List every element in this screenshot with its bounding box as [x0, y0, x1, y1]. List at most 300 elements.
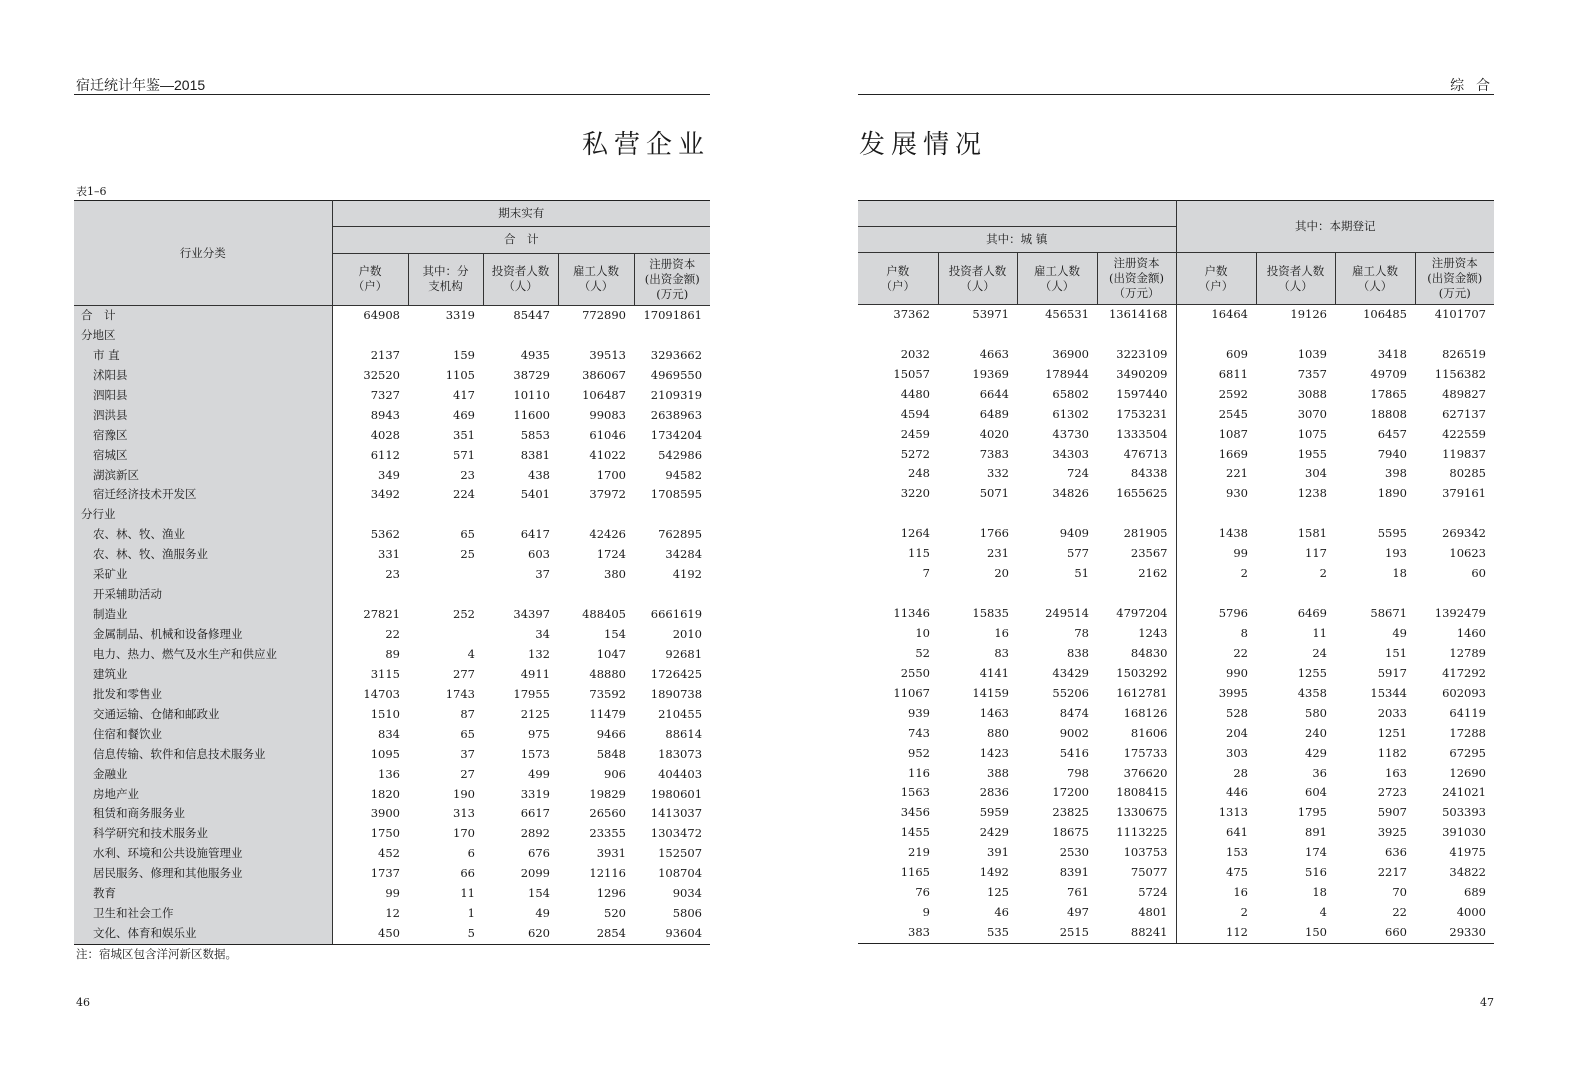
table-cell: 1753231 [1097, 405, 1176, 425]
table-cell: 3492 [370, 487, 400, 502]
table-cell: 2550 [900, 665, 930, 680]
table-row [858, 644, 1494, 664]
table-row [74, 725, 710, 745]
table-cell: 46 [994, 905, 1009, 920]
table-cell: 3319 [520, 786, 550, 801]
table-cell: 2515 [1017, 923, 1097, 943]
table-cell: 20 [994, 566, 1009, 581]
table-cell: 2125 [520, 706, 550, 721]
table-cell: 2033 [1377, 705, 1407, 720]
column-header: 注册资本 (出资金额) (万元) [634, 253, 710, 306]
table-cell: 34826 [1052, 486, 1089, 501]
table-cell: 798 [1067, 765, 1089, 780]
table-cell: 417292 [1442, 665, 1486, 680]
table-row [858, 305, 1494, 325]
table-cell: 99083 [589, 407, 626, 422]
table-cell: 542986 [658, 447, 703, 462]
table-cell [1176, 325, 1256, 345]
table-cell: 1463 [979, 705, 1009, 720]
table-cell: 8943 [370, 407, 400, 422]
table-cell: 106487 [582, 387, 626, 402]
table-cell: 2109319 [650, 387, 703, 402]
row-label: 水利、环境和公共设施管理业 [74, 844, 332, 864]
table-cell: 193 [1385, 546, 1407, 561]
table-row [858, 843, 1494, 863]
table-cell: 609 [1226, 346, 1248, 361]
table-cell: 304 [1305, 466, 1327, 481]
row-label: 金属制品、机械和设备修理业 [74, 625, 332, 645]
table-cell: 1303472 [650, 826, 703, 841]
table-cell: 1795 [1297, 805, 1327, 820]
table-cell: 8474 [1059, 705, 1089, 720]
column-header: 雇工人数 （人） [1017, 253, 1097, 305]
table-cell: 1 [467, 906, 475, 921]
row-label: 市 直 [74, 346, 332, 366]
table-cell: 154 [604, 627, 626, 641]
table-cell [408, 505, 483, 525]
table-cell: 6644 [979, 386, 1009, 401]
table-row [858, 564, 1494, 584]
table-cell: 49709 [1370, 366, 1407, 381]
table-cell: 604 [1305, 785, 1327, 800]
table-cell: 6469 [1297, 606, 1327, 621]
table-cell: 516 [1305, 865, 1327, 880]
table-cell: 2 [1240, 566, 1248, 581]
table-cell: 52 [915, 645, 930, 660]
table-cell: 18 [1312, 885, 1327, 900]
column-header: 注册资本 (出资金额) （万元） [1097, 253, 1176, 305]
table-cell: 3995 [1218, 685, 1248, 700]
table-cell [938, 325, 1017, 345]
table-cell: 5416 [1059, 745, 1089, 760]
table-cell: 2217 [1377, 865, 1407, 880]
table-row [858, 544, 1494, 564]
table-cell: 743 [908, 725, 930, 740]
data-table-left [74, 200, 710, 945]
table-cell: 60 [1471, 566, 1486, 581]
table-cell: 1597440 [1097, 385, 1176, 405]
table-cell: 1890 [1377, 486, 1407, 501]
table-row [858, 764, 1494, 784]
table-cell: 1581 [1297, 526, 1327, 541]
table-cell: 117 [1305, 546, 1327, 561]
row-label: 农、林、牧、渔服务业 [74, 545, 332, 565]
table-cell: 761 [1067, 885, 1089, 900]
table-row [74, 765, 710, 785]
table-cell: 26560 [589, 806, 626, 821]
table-cell: 975 [528, 726, 550, 741]
table-row [74, 645, 710, 665]
table-cell: 15057 [893, 366, 930, 381]
table-cell: 88241 [1097, 923, 1176, 943]
table-cell: 25 [460, 547, 475, 562]
table-cell: 125 [987, 885, 1009, 900]
table-row [858, 704, 1494, 724]
table-row [74, 505, 710, 525]
table-row [858, 903, 1494, 923]
table-row [74, 785, 710, 805]
table-cell: 210455 [658, 706, 703, 721]
table-cell: 535 [938, 923, 1017, 943]
table-cell: 116 [908, 765, 930, 780]
table-cell: 58671 [1370, 606, 1407, 621]
table-cell: 55206 [1052, 685, 1089, 700]
table-cell: 10 [915, 625, 930, 640]
table-cell: 1156382 [1434, 366, 1486, 381]
table-cell: 65 [460, 527, 475, 542]
table-cell: 5796 [1218, 606, 1248, 621]
row-label: 采矿业 [74, 565, 332, 585]
table-cell: 22 [385, 627, 400, 641]
table-cell: 1243 [1097, 624, 1176, 644]
table-cell: 10623 [1449, 546, 1486, 561]
table-cell: 3925 [1377, 825, 1407, 840]
footnote: 注：宿城区包含洋河新区数据。 [76, 947, 237, 961]
table-row [858, 863, 1494, 883]
table-cell: 17865 [1370, 386, 1407, 401]
table-row [74, 625, 710, 645]
table-cell: 75077 [1097, 863, 1176, 883]
table-cell: 528 [1226, 705, 1248, 720]
table-cell: 85447 [513, 308, 550, 322]
table-cell: 36900 [1052, 346, 1089, 361]
table-row [74, 864, 710, 884]
table-cell: 4797204 [1097, 604, 1176, 624]
table-cell: 28 [1233, 765, 1248, 780]
table-cell: 65802 [1052, 386, 1089, 401]
table-cell: 9466 [596, 726, 626, 741]
table-cell: 1330675 [1097, 803, 1176, 823]
table-cell: 1655625 [1097, 484, 1176, 504]
table-cell: 2010 [672, 627, 703, 641]
table-cell: 475 [1226, 865, 1248, 880]
table-cell: 2429 [979, 825, 1009, 840]
table-cell: 1413037 [650, 806, 703, 821]
table-cell: 64119 [1449, 705, 1486, 720]
table-row [74, 446, 710, 466]
table-cell: 49 [1392, 625, 1407, 640]
table-cell: 23 [460, 467, 475, 482]
table-row [858, 684, 1494, 704]
table-cell: 23 [385, 567, 400, 582]
table-cell: 1113225 [1097, 823, 1176, 843]
table-row [74, 924, 710, 944]
table-cell: 1612781 [1097, 684, 1176, 704]
table-cell [1176, 584, 1256, 604]
table-cell: 224 [453, 487, 475, 502]
table-cell: 11346 [893, 606, 930, 621]
table-cell: 1105 [445, 367, 475, 382]
row-label: 建筑业 [74, 665, 332, 685]
table-cell: 106485 [1363, 307, 1407, 321]
row-label: 信息传输、软件和信息技术服务业 [74, 745, 332, 765]
table-cell: 174 [1305, 845, 1327, 860]
table-cell [1415, 504, 1494, 524]
table-cell [858, 325, 938, 345]
table-cell: 1423 [979, 745, 1009, 760]
table-cell: 1255 [1297, 665, 1327, 680]
table-cell: 4801 [1097, 903, 1176, 923]
table-cell: 37 [460, 746, 475, 761]
table-cell: 51 [1074, 566, 1089, 581]
table-cell: 281905 [1097, 524, 1176, 544]
table-cell: 16 [994, 625, 1009, 640]
table-cell: 29330 [1415, 923, 1494, 943]
table-row [858, 385, 1494, 405]
table-row [74, 804, 710, 824]
table-cell: 313 [453, 806, 475, 821]
row-label: 泗阳县 [74, 386, 332, 406]
table-cell: 3115 [370, 666, 400, 681]
table-cell: 92681 [665, 646, 703, 661]
row-label: 沭阳县 [74, 366, 332, 386]
row-label: 合 计 [74, 306, 332, 326]
table-cell: 8 [1240, 625, 1248, 640]
table-cell: 38729 [513, 367, 550, 382]
column-header: 雇工人数 （人） [558, 253, 634, 306]
group-header-blank [858, 201, 1176, 227]
table-cell: 248 [908, 466, 930, 481]
table-cell: 1455 [900, 825, 930, 840]
table-cell: 8381 [520, 447, 550, 462]
table-cell: 136 [378, 766, 400, 781]
table-cell: 660 [1335, 923, 1415, 943]
table-cell: 1734204 [650, 427, 703, 442]
table-cell: 1563 [900, 785, 930, 800]
table-row [858, 923, 1494, 943]
table-cell: 13614168 [1097, 305, 1176, 325]
running-header-left: 宿迁统计年鉴—2015 [76, 77, 206, 93]
table-cell: 1438 [1218, 526, 1248, 541]
table-cell: 11479 [589, 706, 626, 721]
page-title-left: 私营企业 [581, 130, 710, 160]
row-label: 住宿和餐饮业 [74, 725, 332, 745]
table-cell: 23355 [589, 826, 626, 841]
table-cell: 880 [987, 725, 1009, 740]
row-label: 湖滨新区 [74, 466, 332, 486]
table-cell: 9 [922, 905, 930, 920]
row-label: 电力、热力、燃气及水生产和供应业 [74, 645, 332, 665]
table-row [858, 405, 1494, 425]
table-cell: 163 [1385, 765, 1407, 780]
table-row [858, 484, 1494, 504]
table-row [858, 345, 1494, 365]
table-cell: 391030 [1442, 825, 1486, 840]
table-cell: 6417 [520, 527, 550, 542]
column-header: 投资者人数 （人） [1256, 253, 1335, 305]
table-row [74, 525, 710, 545]
table-cell: 1264 [900, 526, 930, 541]
table-cell: 48880 [589, 666, 626, 681]
table-cell: 9002 [1059, 725, 1089, 740]
table-cell: 27 [460, 766, 475, 781]
table-cell: 383 [858, 923, 938, 943]
table-cell: 906 [604, 766, 626, 781]
table-cell: 627137 [1442, 406, 1486, 421]
table-cell: 772890 [582, 308, 626, 322]
row-label: 泗洪县 [74, 406, 332, 426]
table-cell: 88614 [665, 726, 703, 741]
table-cell: 398 [1385, 466, 1407, 481]
table-cell: 689 [1464, 885, 1486, 900]
table-cell: 5959 [979, 805, 1009, 820]
table-row [858, 365, 1494, 385]
table-cell: 53971 [972, 307, 1009, 321]
table-row [74, 426, 710, 446]
table-cell: 7940 [1377, 446, 1407, 461]
table-cell: 5806 [672, 906, 703, 921]
table-cell [332, 505, 408, 525]
table-cell: 152507 [658, 846, 703, 861]
table-cell: 452 [378, 846, 400, 861]
table-row [74, 904, 710, 924]
table-cell [408, 565, 483, 585]
table-cell: 620 [483, 924, 558, 944]
table-cell: 1808415 [1097, 783, 1176, 803]
table-cell: 87 [460, 706, 475, 721]
table-cell [1097, 325, 1176, 345]
table-cell [1256, 504, 1335, 524]
table-cell: 22 [1233, 645, 1248, 660]
table-cell: 2032 [900, 346, 930, 361]
table-cell: 1087 [1218, 426, 1248, 441]
table-cell: 1737 [370, 866, 400, 881]
table-row [74, 485, 710, 505]
table-cell: 67295 [1449, 745, 1486, 760]
column-header: 注册资本 (出资金额) (万元) [1415, 253, 1494, 305]
table-cell: 2592 [1218, 386, 1248, 401]
table-cell: 41975 [1449, 845, 1486, 860]
table-cell: 37 [535, 567, 550, 582]
table-cell: 277 [453, 666, 475, 681]
table-cell: 636 [1385, 845, 1407, 860]
table-cell: 18808 [1370, 406, 1407, 421]
table-cell: 16464 [1211, 307, 1248, 321]
table-cell [1335, 584, 1415, 604]
table-cell: 4935 [520, 347, 550, 362]
table-cell: 4594 [900, 406, 930, 421]
table-cell: 7 [922, 566, 930, 581]
table-cell: 19126 [1290, 307, 1327, 321]
table-cell: 1750 [370, 826, 400, 841]
table-cell: 154 [528, 886, 550, 901]
table-cell: 476713 [1097, 445, 1176, 465]
table-cell: 9034 [672, 886, 703, 901]
table-cell: 14159 [972, 685, 1009, 700]
table-cell: 497 [1067, 905, 1089, 920]
table-cell: 6112 [370, 447, 400, 462]
table-cell: 5 [408, 924, 483, 944]
table-cell: 1980601 [650, 786, 703, 801]
table-cell: 4480 [900, 386, 930, 401]
table-cell: 388 [987, 765, 1009, 780]
table-row [858, 883, 1494, 903]
table-row [74, 884, 710, 904]
table-cell: 81606 [1097, 724, 1176, 744]
running-header-right: 综 合 [1450, 77, 1494, 93]
table-cell: 603 [528, 547, 550, 562]
table-cell [1256, 584, 1335, 604]
table-cell: 231 [987, 546, 1009, 561]
table-cell: 16 [1233, 885, 1248, 900]
table-cell: 221 [1226, 466, 1248, 481]
row-label: 租赁和商务服务业 [74, 804, 332, 824]
table-cell [1335, 325, 1415, 345]
table-cell: 24 [1312, 645, 1327, 660]
table-cell: 7383 [979, 446, 1009, 461]
table-cell: 1182 [1377, 745, 1407, 760]
table-cell: 1726425 [650, 666, 703, 681]
table-cell: 1573 [520, 746, 550, 761]
table-cell: 1251 [1377, 725, 1407, 740]
table-cell: 1708595 [650, 487, 703, 502]
header-rule-left [74, 94, 710, 95]
table-cell: 84338 [1097, 464, 1176, 484]
table-cell: 12690 [1449, 765, 1486, 780]
table-cell [634, 505, 710, 525]
table-row [858, 464, 1494, 484]
table-cell [1097, 504, 1176, 524]
table-cell: 391 [987, 845, 1009, 860]
table-cell: 456531 [1045, 307, 1089, 321]
table-cell [1415, 325, 1494, 345]
table-cell: 1313 [1218, 805, 1248, 820]
table-cell: 153 [1226, 845, 1248, 860]
table-cell [1017, 584, 1097, 604]
table-row [74, 665, 710, 685]
table-cell: 2638963 [650, 407, 703, 422]
table-cell: 3293662 [650, 347, 703, 362]
table-row [858, 524, 1494, 544]
table-cell: 23825 [1052, 805, 1089, 820]
table-cell: 49 [535, 906, 550, 921]
row-label: 分行业 [74, 505, 332, 525]
table-cell: 891 [1305, 825, 1327, 840]
table-cell: 8391 [1059, 865, 1089, 880]
table-cell: 5907 [1377, 805, 1407, 820]
table-cell [483, 326, 558, 346]
table-cell [858, 584, 938, 604]
table-cell: 1700 [596, 467, 626, 482]
table-cell: 2 [1240, 905, 1248, 920]
table-cell: 6617 [520, 806, 550, 821]
table-cell: 379161 [1442, 486, 1486, 501]
row-label: 宿迁经济技术开发区 [74, 485, 332, 505]
table-cell: 10110 [513, 387, 550, 402]
table-row [74, 565, 710, 585]
table-cell: 70 [1392, 885, 1407, 900]
table-row [858, 425, 1494, 445]
table-row [74, 685, 710, 705]
table-cell: 499 [528, 766, 550, 781]
group-header-town: 其中：城 镇 [858, 227, 1176, 253]
table-cell [558, 585, 634, 605]
table-cell: 1955 [1297, 446, 1327, 461]
table-cell: 4101707 [1434, 307, 1486, 321]
table-cell: 3456 [900, 805, 930, 820]
table-cell: 1503292 [1097, 664, 1176, 684]
table-cell: 2545 [1218, 406, 1248, 421]
table-cell: 4663 [979, 346, 1009, 361]
table-cell: 580 [1305, 705, 1327, 720]
table-cell [1335, 504, 1415, 524]
table-row [74, 585, 710, 605]
table-cell: 4 [1319, 905, 1327, 920]
table-cell: 404403 [658, 766, 703, 781]
table-row [74, 386, 710, 406]
table-cell: 65 [460, 726, 475, 741]
table-row [858, 823, 1494, 843]
